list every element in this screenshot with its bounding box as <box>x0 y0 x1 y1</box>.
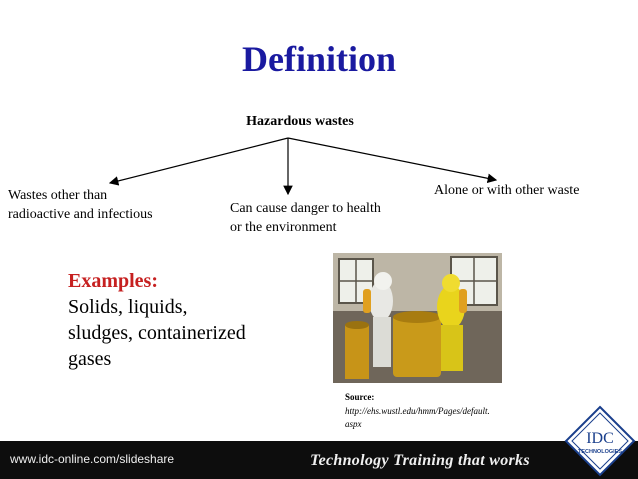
source-url-line[interactable]: http://ehs.wustl.edu/hmm/Pages/default. <box>345 406 490 416</box>
examples-heading: Examples: <box>68 270 158 292</box>
connector-left <box>110 138 288 183</box>
connector-right <box>288 138 496 180</box>
diagram-branch-alone-or-with-other: Alone or with other waste <box>434 183 580 198</box>
idc-logo <box>564 405 636 477</box>
diagram-branch-other-than-radioactive: Wastes other than radioactive and infectious <box>8 188 153 222</box>
slide-title: Definition <box>241 39 396 79</box>
svg-text:IDC: IDC <box>586 430 614 447</box>
svg-text:TECHNOLOGIES: TECHNOLOGIES <box>577 449 623 455</box>
footer-url-link[interactable]: www.idc-online.com/slideshare <box>10 452 175 466</box>
diagram-root-label: Hazardous wastes <box>246 114 354 129</box>
diagram-branch-danger-to-health: Can cause danger to health or the environment <box>230 201 381 235</box>
hazmat-workers-photo <box>333 253 502 383</box>
examples-line: Solids, liquids, <box>68 296 188 318</box>
source-url-line[interactable]: aspx <box>345 419 362 429</box>
footer-tagline: Technology Training that works <box>310 452 530 469</box>
source-label: Source: <box>345 392 375 402</box>
examples-line: gases <box>68 348 112 370</box>
examples-line: sludges, containerized <box>68 322 246 344</box>
